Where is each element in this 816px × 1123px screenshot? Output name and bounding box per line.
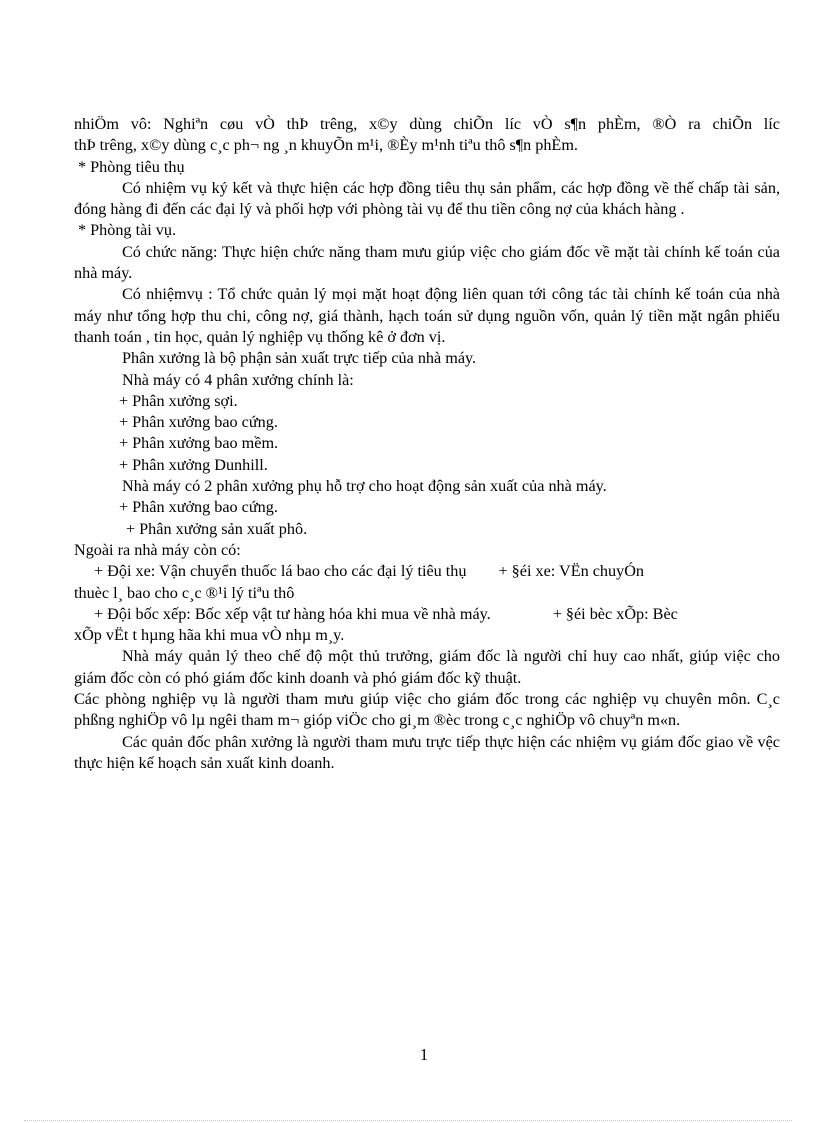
section-heading-sales: * Phòng tiêu thụ (78, 157, 185, 176)
text-fragment: + §éi bèc xÕp: Bèc (552, 604, 678, 623)
text-fragment: + Đội bốc xếp: Bốc xếp vật tư hàng hóa khi mua về nhà máy. (94, 604, 491, 623)
text-line: nhiÖm vô: Nghiªn cøu vÒ thÞ trêng, x©y dùng chiÕn líc vÒ s¶n phÈm, ®Ò ra chiÕn líc (74, 115, 780, 133)
list-item: + Phân xưởng bao mềm. (119, 434, 279, 453)
list-item: + Phân xưởng sợi. (119, 391, 238, 410)
paragraph: Các phòng nghiệp vụ là người tham mưu giúp việc cho giám đốc trong các nghiệp vụ chuyên môn. C¸c phßng nghiÖp vô lµ ngêi tham m¬ gióp viÖc cho gi¸m ®èc trong c¸c nghiÖp vô chuyªn m«n. (74, 690, 780, 730)
list-item: + Phân xưởng sản xuất phô. (126, 519, 308, 538)
paragraph: Có nhiệmvụ : Tổ chức quản lý mọi mặt hoạt động liên quan tới công tác tài chính kế toán của nhà máy như tổng hợp thu chi, công nợ, giá thành, hạch toán sử dụng nguồn vốn, quản lý tiền mặt ngân phiếu thanh toán , tin học, quản lý nghiệp vụ thống kê ở đơn vị. (74, 285, 780, 346)
list-item: + Phân xưởng bao cứng. (119, 498, 278, 517)
text-line: Ngoài ra nhà máy còn có: (74, 540, 241, 559)
text-line: Phân xưởng là bộ phận sản xuất trực tiếp của nhà máy. (122, 349, 477, 368)
paragraph: Nhà máy quản lý theo chế độ một thủ trưởng, giám đốc là người chỉ huy cao nhất, giúp việc cho giám đốc còn có phó giám đốc kinh doanh và phó giám đốc kỹ thuật. (74, 647, 780, 687)
text-line: Nhà máy có 4 phân xưởng chính là: (122, 370, 354, 389)
section-heading-finance: * Phòng tài vụ. (78, 221, 177, 240)
text-line: thuèc l¸ bao cho c¸c ®¹i lý tiªu thô (74, 583, 295, 602)
paragraph: Có nhiệm vụ ký kết và thực hiện các hợp đồng tiêu thụ sản phẩm, các hợp đồng về thế chấp tài sản, đóng hàng đi đến các đại lý và phối hợp với phòng tài vụ để thu tiền công nợ của khách hàng . (74, 178, 780, 219)
text-line: thÞ trêng, x©y dùng c¸c ph¬ ng ¸n khuyÕn m¹i, ®Èy m¹nh tiªu thô s¶n phÈm. (74, 136, 578, 155)
text-line: xÕp vËt t hµng hãa khi mua vÒ nhµ m¸y. (74, 626, 345, 645)
text-fragment: + Đội xe: Vận chuyển thuốc lá bao cho các đại lý tiêu thụ (94, 562, 467, 581)
page-bottom-divider (24, 1120, 792, 1121)
paragraph: Các quản đốc phân xưởng là người tham mưu trực tiếp thực hiện các nhiệm vụ giám đốc giao về vệc thực hiện kế hoạch sản xuất kinh doanh. (74, 732, 780, 772)
text-line: Nhà máy có 2 phân xưởng phụ hỗ trợ cho hoạt động sản xuất của nhà máy. (122, 477, 607, 496)
text-line (74, 561, 780, 582)
text-line (74, 604, 780, 625)
text-fragment: + §éi xe: VËn chuyÓn (498, 562, 644, 581)
list-item: + Phân xưởng bao cứng. (119, 413, 278, 432)
list-item: + Phân xưởng Dunhill. (119, 455, 268, 474)
page-number: 1 (419, 1045, 429, 1064)
document-body (74, 114, 780, 774)
paragraph: Có chức năng: Thực hiện chức năng tham mưu giúp việc cho giám đốc về mặt tài chính kế toán của nhà máy. (74, 242, 780, 283)
